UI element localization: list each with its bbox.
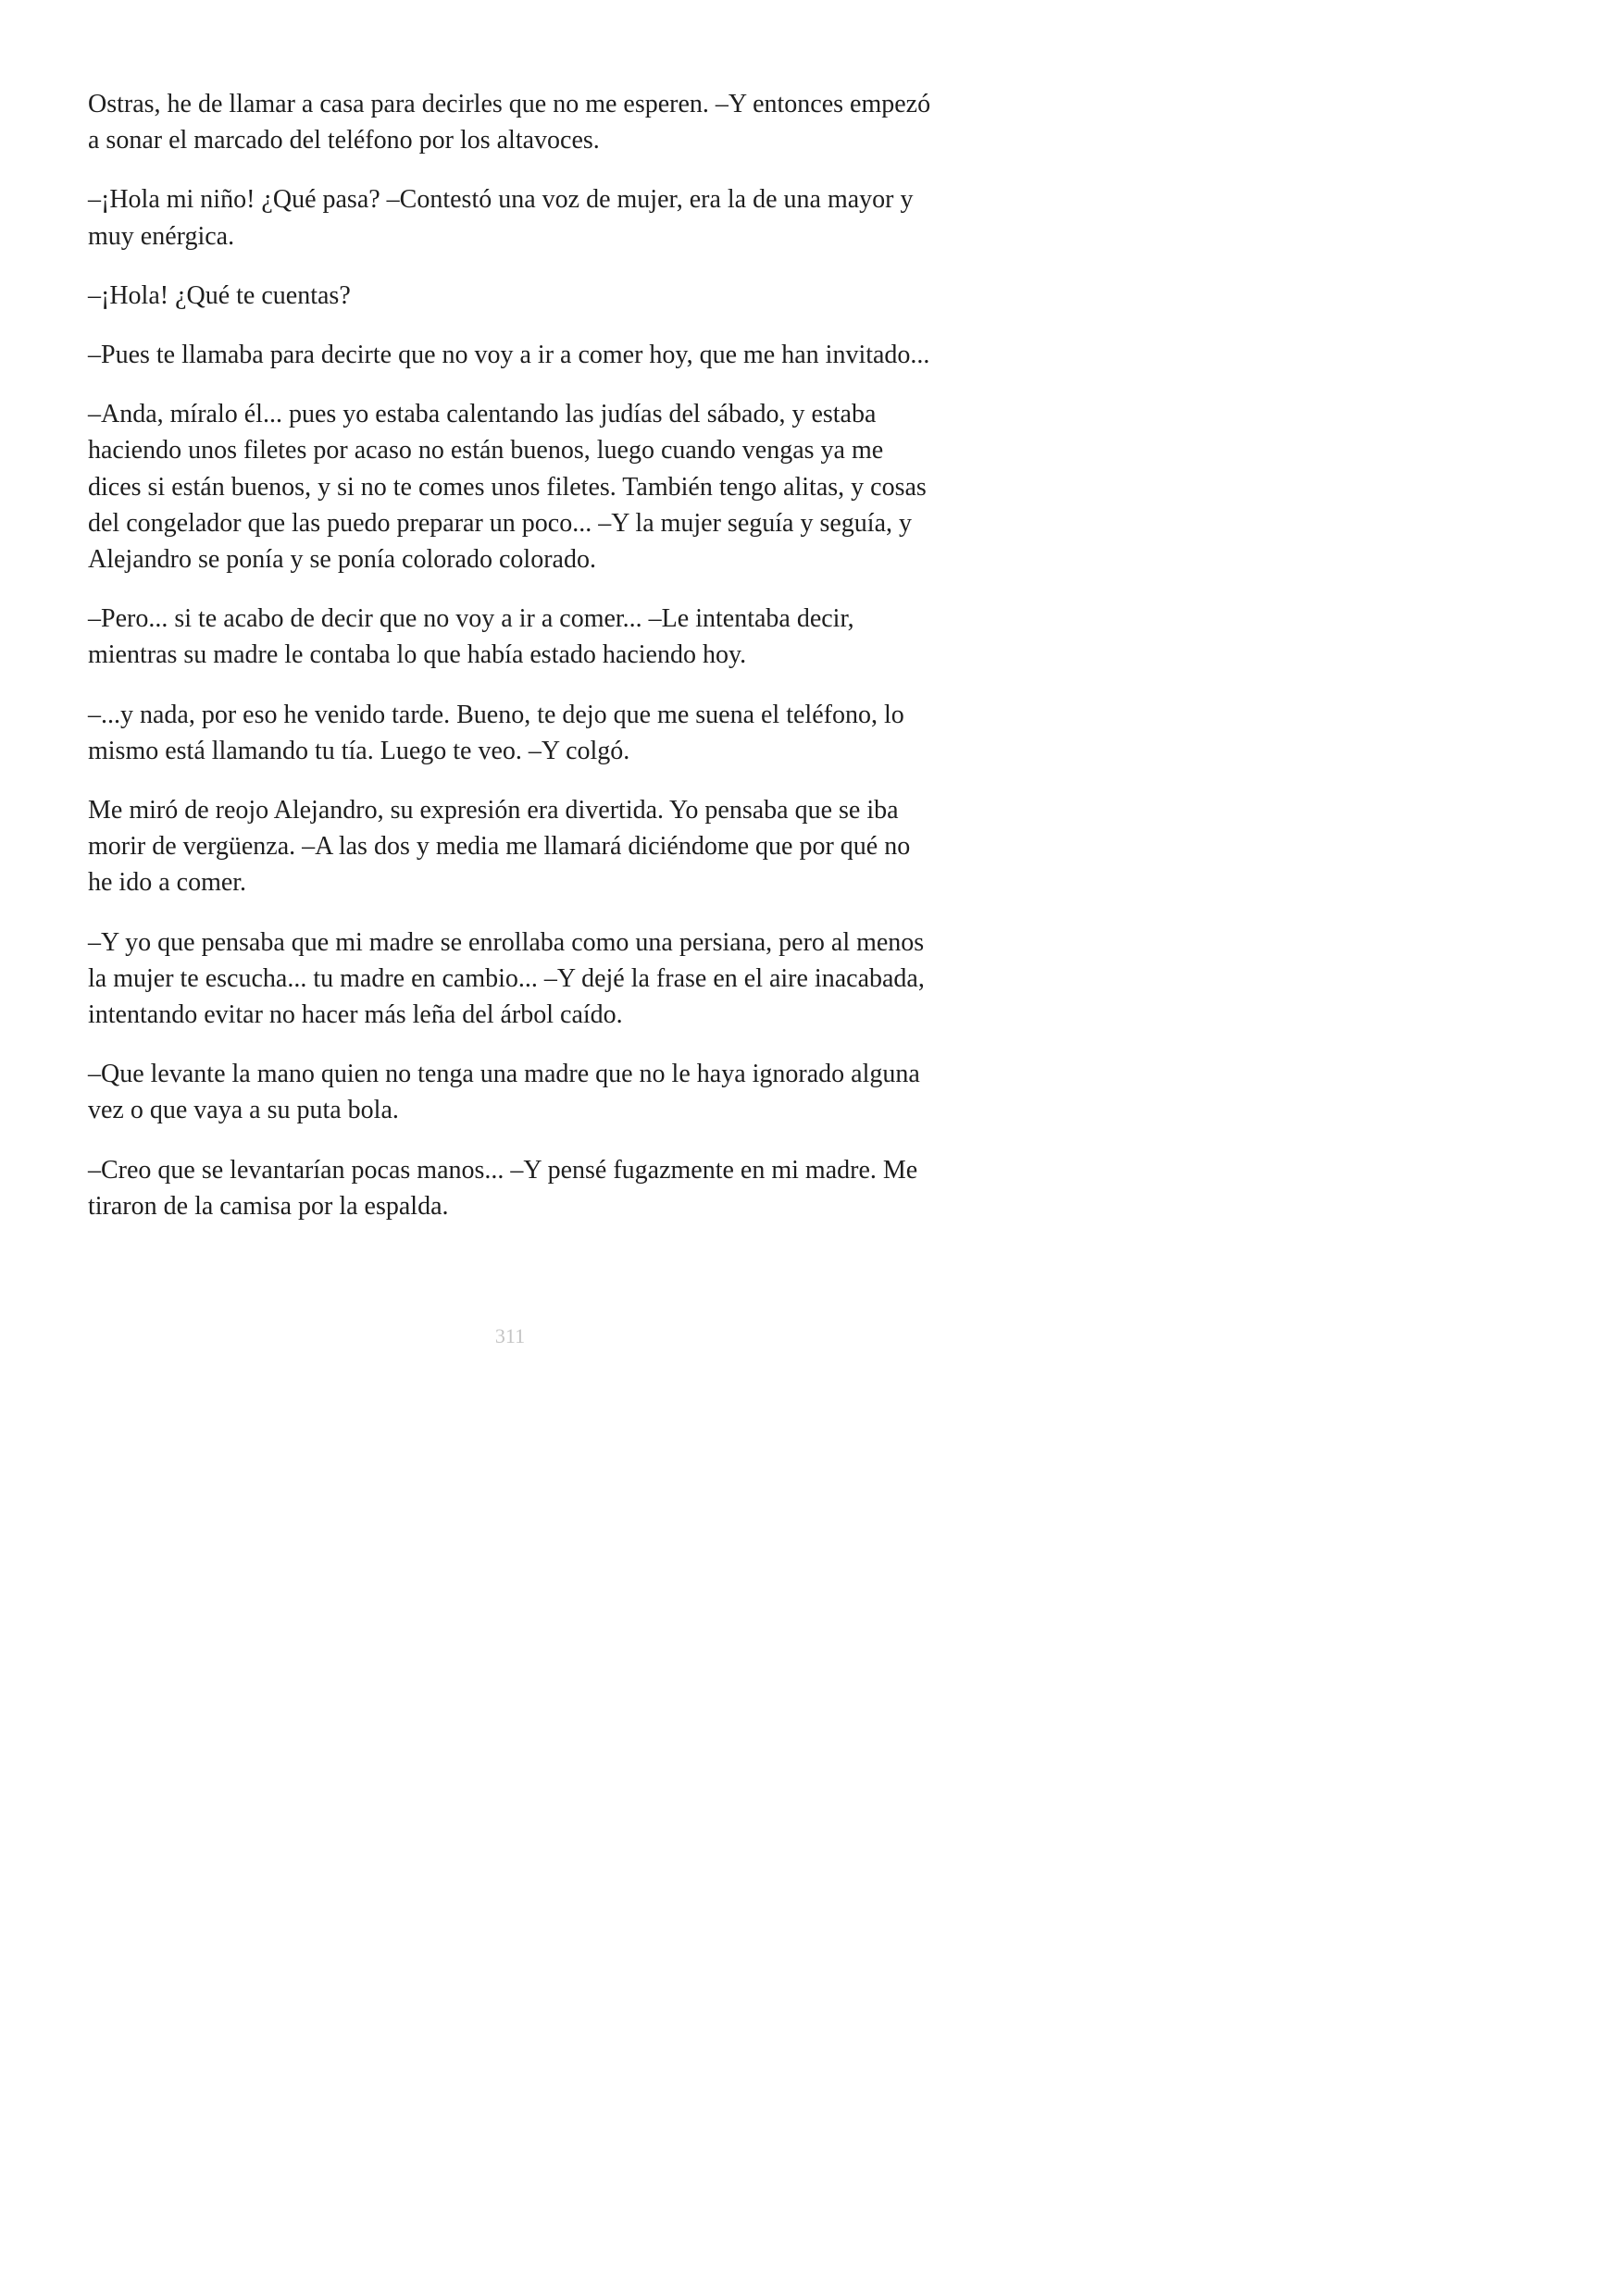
book-page <box>0 0 1020 1445</box>
paragraph-5: –Anda, míralo él... pues yo estaba calentando las judías del sábado, y estaba haciendo unos filetes por acaso no están buenos, luego cuando vengas ya me dices si están buenos, y si no te comes unos filetes. También tengo alitas, y cosas del congelador que las puedo preparar un poco... –Y la mujer seguía y seguía, y Alejandro se ponía y se ponía colorado colorado. <box>88 400 927 575</box>
paragraph-10: –Que levante la mano quien no tenga una madre que no le haya ignorado alguna vez o que vaya a su puta bola. <box>88 1060 920 1125</box>
paragraph-2: –¡Hola mi niño! ¿Qué pasa? –Contestó una voz de mujer, era la de una mayor y muy enérgica. <box>88 185 914 251</box>
paragraph-8: Me miró de reojo Alejandro, su expresión era divertida. Yo pensaba que se iba morir de vergüenza. –A las dos y media me llamará diciéndome que por qué no he ido a comer. <box>88 796 911 898</box>
paragraph-6: –Pero... si te acabo de decir que no voy a ir a comer... –Le intentaba decir, mientras su madre le contaba lo que había estado haciendo hoy. <box>88 604 854 670</box>
paragraph-4: –Pues te llamaba para decirte que no voy a ir a comer hoy, que me han invitado... <box>88 341 930 370</box>
paragraph-11: –Creo que se levantarían pocas manos... –Y pensé fugazmente en mi madre. Me tiraron de la camisa por la espalda. <box>88 1155 918 1221</box>
paragraph-1: Ostras, he de llamar a casa para decirles que no me esperen. –Y entonces empezó a sonar el marcado del teléfono por los altavoces. <box>88 90 931 155</box>
page-text-body <box>88 86 940 1247</box>
paragraph-9: –Y yo que pensaba que mi madre se enrollaba como una persiana, pero al menos la mujer te escucha... tu madre en cambio... –Y dejé la frase en el aire inacabada, intentando evitar no hacer más leña del árbol caído. <box>88 927 925 1030</box>
paragraph-3: –¡Hola! ¿Qué te cuentas? <box>88 280 351 310</box>
paragraph-7: –...y nada, por eso he venido tarde. Bueno, te dejo que me suena el teléfono, lo mismo está llamando tu tía. Luego te veo. –Y colgó. <box>88 700 904 765</box>
page-number: 311 <box>494 1324 526 1347</box>
